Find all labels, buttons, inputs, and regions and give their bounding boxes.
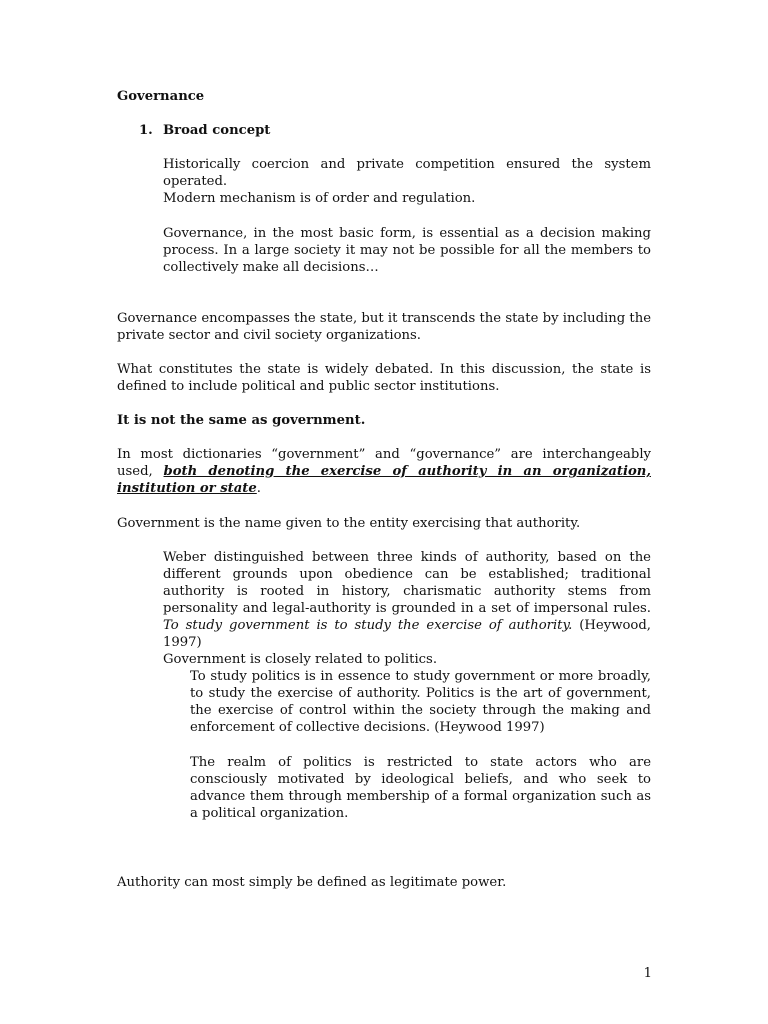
quote-realm: The realm of politics is restricted to state actors who are consciously motivated by ideological beliefs, and who seek to advance them through membership of a formal organization such as a political organization.	[190, 755, 651, 821]
paragraph-line: Historically coercion and private competition ensured the system operated.	[163, 157, 651, 189]
document-title: Governance	[117, 89, 205, 104]
paragraph-constitutes: What constitutes the state is widely debated. In this discussion, the state is defined to include political and public sector institutions.	[117, 362, 651, 394]
quote-politics: To study politics is in essence to study government or more broadly, to study the exercise of authority. Politics is the art of government, the exercise of control within the society through the making and enforcement of collective decisions. (Heywood 1997)	[190, 669, 651, 735]
paragraph-encompasses: Governance encompasses the state, but it transcends the state by including the private sector and civil society organizations.	[117, 311, 651, 343]
weber-last-line: Government is closely related to politics.	[163, 652, 438, 667]
weber-text: Weber distinguished between three kinds of authority, based on the different grounds upon obedience can be established; traditional authority is rooted in history, charismatic authority stems from personality and legal-authority is grounded in a set of impersonal rules.	[163, 550, 651, 616]
section-heading: Broad concept	[163, 123, 271, 138]
bold-statement: It is not the same as government.	[117, 413, 366, 428]
paragraph-entity: Government is the name given to the entity exercising that authority.	[117, 516, 581, 531]
weber-citation: (Heywood, 1997)	[163, 618, 651, 650]
section-paragraph-2: Governance, in the most basic form, is essential as a decision making process. In a large society it may not be possible for all the members to collectively make all decisions…	[163, 226, 651, 275]
section-paragraph-1	[163, 156, 651, 207]
dictionaries-tail: .	[256, 481, 261, 496]
paragraph-dictionaries	[117, 446, 651, 497]
dictionaries-emphasis: both denoting the exercise of authority in an organization, institution or state	[117, 464, 651, 496]
paragraph-line: Modern mechanism is of order and regulation.	[163, 191, 476, 206]
paragraph-weber	[163, 549, 651, 668]
dictionaries-lead: In most dictionaries “government” and “governance” are interchangeably used,	[117, 447, 651, 479]
paragraph-authority: Authority can most simply be defined as legitimate power.	[117, 875, 507, 890]
page-number: 1	[643, 966, 652, 981]
weber-italic: To study government is to study the exercise of authority.	[163, 618, 573, 633]
section-number: 1.	[139, 123, 153, 138]
